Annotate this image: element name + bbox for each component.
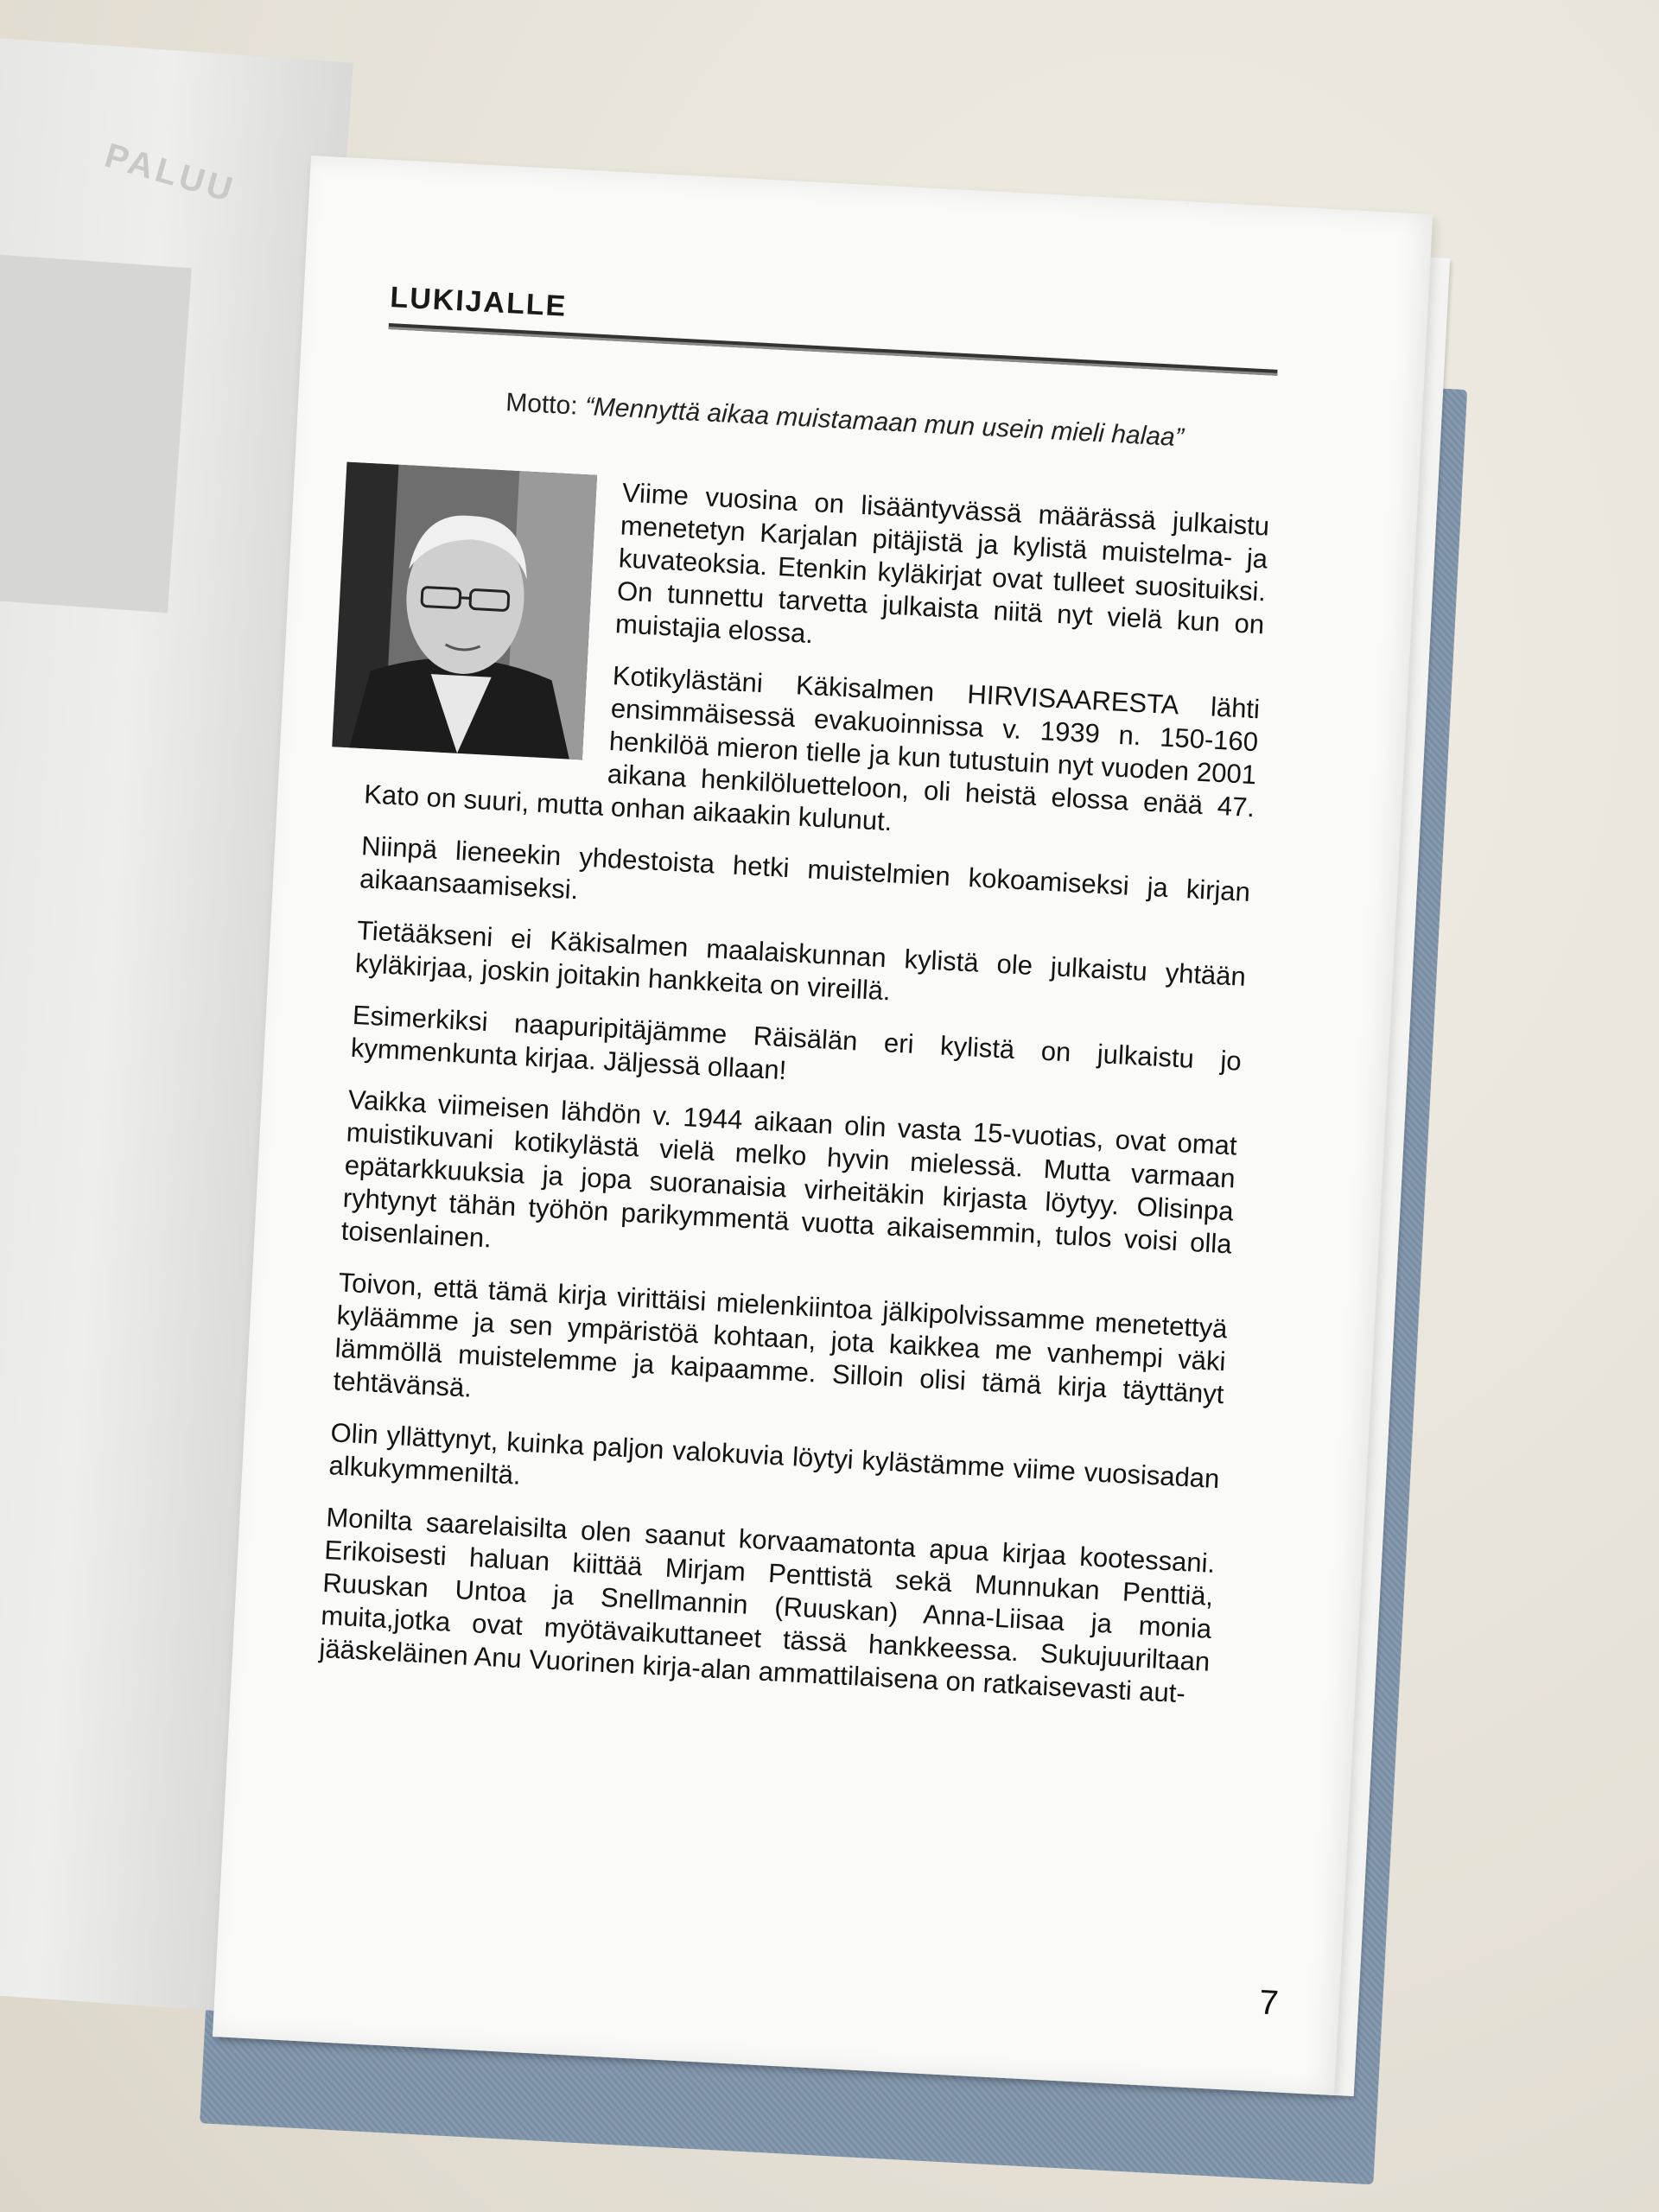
facing-page-image <box>0 252 192 613</box>
paragraph: Esimerkiksi naapuripitäjämme Räisälän eri kylistä on julkaistu jo kymmenkunta kirjaa. Jäljessä ollaan! <box>350 999 1243 1086</box>
author-portrait <box>332 462 597 760</box>
book-page <box>213 156 1433 2095</box>
paragraph: Tietääkseni ei Käkisalmen maalaiskunnan kylistä ole julkaistu yhtään kyläkirjaa, joskin joitakin hankkeita on vireillä. <box>354 915 1247 1007</box>
paragraph: Viime vuosina on lisääntyvässä määrässä julkaistu menetetyn Karjalan pitäjistä ja kylistä muistelma- ja kuvateoksia. Etenkin kyläkirjat ovat tulleet suosituiksi. On tunnettu tarvetta julkaista niitä nyt vielä kun on muistajia elossa. <box>614 477 1270 650</box>
motto-quote: “Mennyttä aikaa muistamaan mun usein mieli halaa” <box>584 392 1185 453</box>
paragraph: Kotikylästäni Käkisalmen HIRVISAARESTA lähti ensimmäisessä evakuoinnissa v. 1939 n. 150-160 henkilöä mieron tielle ja kun tutustuin nyt vuoden 2001 aikana henkilöluetteloon, oli heistä elossa enää 47. Kato on suuri, mutta onhan aikaakin kulunut. <box>363 660 1261 837</box>
paragraph: Vaikka viimeisen lähdön v. 1944 aikaan olin vasta 15-vuotias, ovat omat muistikuvani kotikylästä vielä melko hyvin mielessä. Mutta varmaan epätarkkuuksia ja jopa suoranaisia virheitäkin kirjasta löytyy. Olisinpa ryhtynyt tähän työhön parikymmentä vuotta aikaisemmin, tulos voisi olla toisenlainen. <box>340 1084 1238 1260</box>
section-title: LUKIJALLE <box>389 281 569 323</box>
body-text <box>319 464 1270 1712</box>
paragraph: Toivon, että tämä kirja virittäisi mielenkiintoa jälkipolvissamme menetettyä kyläämme ja sen ympäristöä kohtaan, jota kaikkea me vanhempi väki lämmöllä muistelemme ja kaipaamme. Silloin olisi tämä kirja täyttänyt tehtävänsä. <box>332 1267 1229 1410</box>
paragraph: Olin yllättynyt, kuinka paljon valokuvia löytyi kylästämme viime vuosisadan alkukymmeniltä. <box>327 1417 1221 1495</box>
paragraph: Monilta saarelaisilta olen saanut korvaamatonta apua kirjaa kootessani. Erikoisesti haluan kiittää Mirjam Penttistä sekä Munnukan Penttiä, Ruuskan Untoa ja Snellmannin (Ruuskan) Anna-Liisaa ja monia muita,jotka ovat myötävaikuttaneet tässä hankkeessa. Sukujuuriltaan jääskeläinen Anu Vuorinen kirja-alan ammattilaisena on ratkaisevasti aut- <box>318 1502 1217 1709</box>
motto <box>505 387 1274 459</box>
facing-page-heading: PALUU <box>100 136 240 210</box>
page-content <box>317 281 1280 1731</box>
page-number: 7 <box>1258 1983 1280 2023</box>
paragraph: Niinpä lieneekin yhdestoista hetki muistelmien kokoamiseksi ja kirjan aikaansaamiseksi. <box>359 830 1251 908</box>
portrait-photo-icon <box>332 462 597 760</box>
motto-label: Motto: <box>505 388 579 421</box>
